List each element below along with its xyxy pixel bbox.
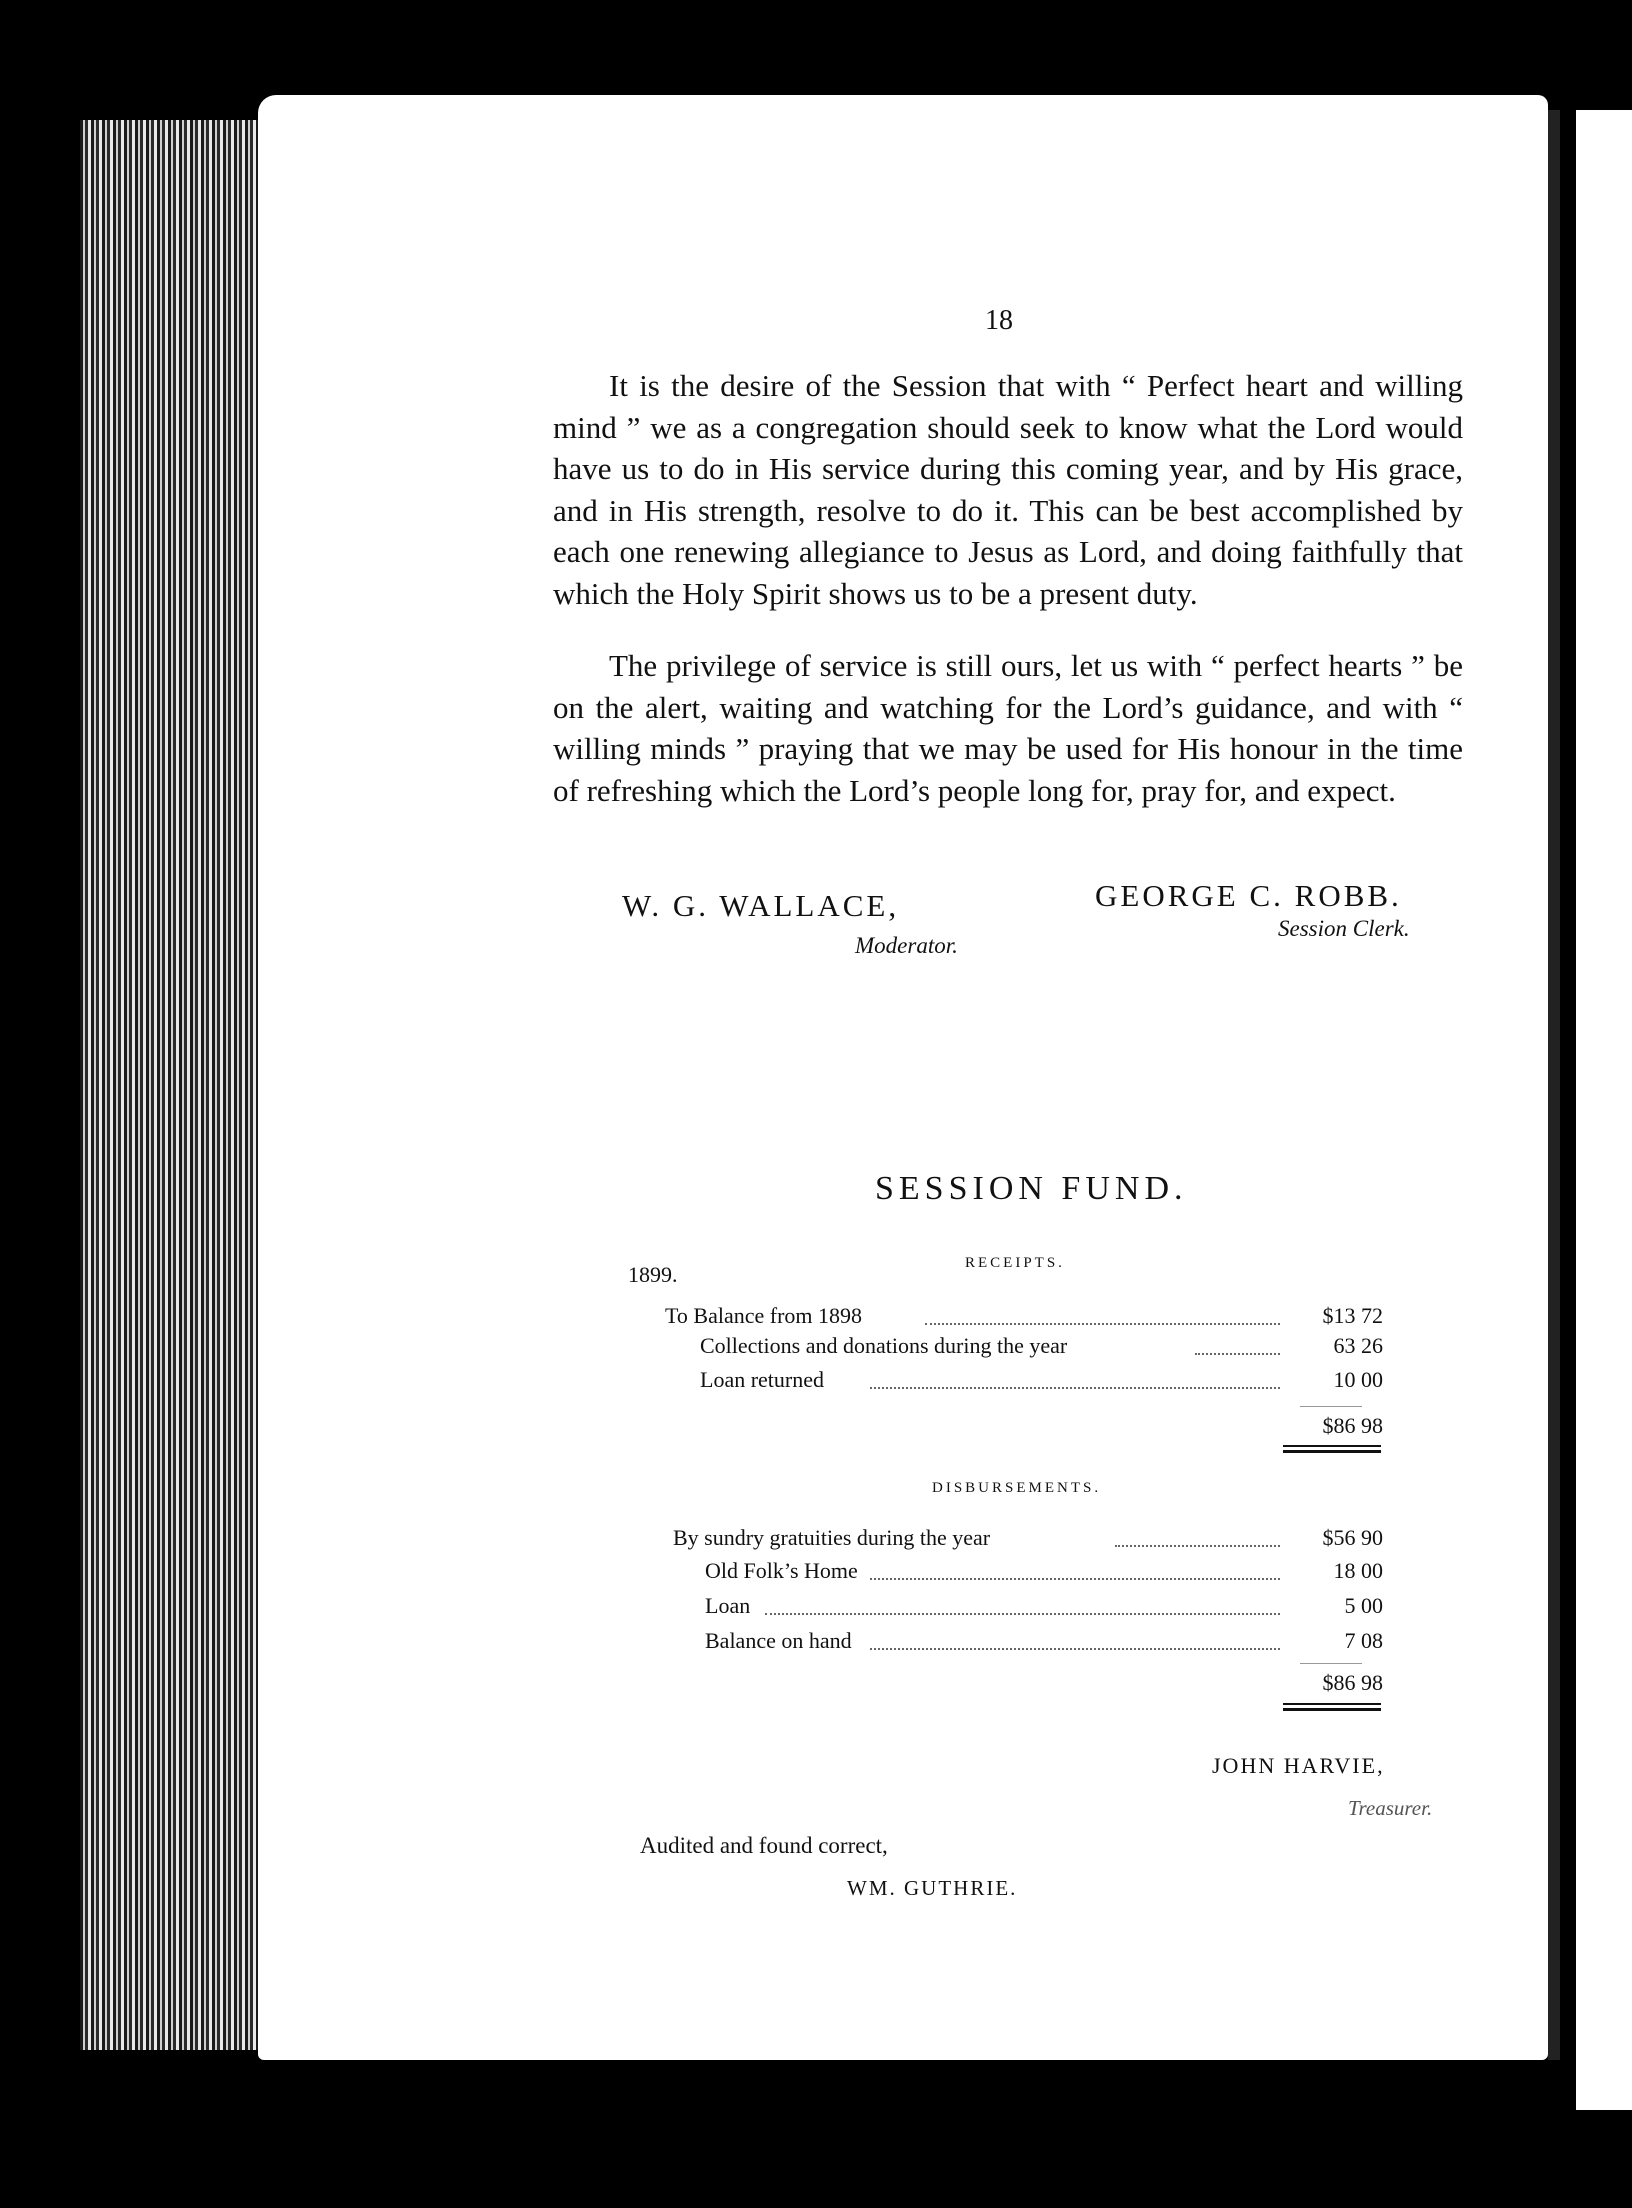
dot-leader [925,1323,1280,1325]
double-rule-bottom [1283,1708,1381,1711]
disbursement-amount: $56 90 [1322,1525,1383,1550]
moderator-title: Moderator. [855,933,958,958]
receipts-heading: RECEIPTS. [965,1255,1065,1271]
moderator-name: W. G. WALLACE, [622,888,900,923]
receipt-row [0,1333,1400,1363]
gutter-shadow [1548,110,1560,2060]
receipt-amount: 63 26 [1333,1333,1383,1358]
treasurer-title: Treasurer. [1348,1796,1433,1820]
treasurer-name: JOHN HARVIE, [1212,1753,1385,1778]
dot-leader [765,1613,1280,1615]
receipt-label: Collections and donations during the year [700,1333,1068,1358]
facing-page-edge [1576,110,1632,2110]
disbursement-label: Loan [705,1593,751,1618]
receipts-total: $86 98 [1322,1413,1383,1438]
disbursement-amount: 5 00 [1344,1593,1383,1618]
dot-leader [870,1578,1280,1580]
page-number: 18 [985,305,1013,336]
disbursement-label: Old Folk’s Home [705,1558,858,1583]
disbursement-amount: 7 08 [1344,1628,1383,1653]
dot-leader [1195,1353,1280,1355]
disbursement-row [0,1525,1400,1555]
dot-leader [870,1648,1280,1650]
dot-leader [1115,1545,1280,1547]
receipt-label: Loan returned [700,1367,824,1392]
receipt-amount: $13 72 [1322,1303,1383,1328]
disbursement-amount: 18 00 [1333,1558,1383,1583]
fund-year: 1899. [628,1262,678,1287]
paragraph-2: The privilege of service is still ours, let us with “ perfect hearts ” be on the alert, waiting and watching for the Lord’s guidance, and with “ willing minds ” praying that we may be used for His honour in the time of refreshing which the Lord’s people long for, pray for, and expect. [553,648,1463,808]
disbursement-label: By sundry gratuities during the year [673,1525,991,1550]
receipt-label: To Balance from 1898 [665,1303,863,1328]
fund-title: SESSION FUND. [875,1170,1188,1207]
disbursement-row [0,1628,1400,1658]
receipt-row [0,1367,1400,1397]
dot-leader [870,1387,1280,1389]
sum-rule [1300,1406,1362,1407]
audit-statement: Audited and found correct, [640,1833,888,1858]
page-edges [80,120,270,2050]
sum-rule [1300,1663,1362,1664]
disbursement-row [0,1558,1400,1588]
session-clerk-title: Session Clerk. [1278,916,1410,941]
disbursement-label: Balance on hand [705,1628,852,1653]
auditor-name: WM. GUTHRIE. [847,1876,1018,1900]
double-rule-top [1283,1703,1381,1705]
session-clerk-name: GEORGE C. ROBB. [1095,878,1402,913]
disbursement-row [0,1593,1400,1623]
disbursements-heading: DISBURSEMENTS. [932,1480,1102,1496]
double-rule-bottom [1283,1450,1381,1453]
paragraph-1: It is the desire of the Session that with “ Perfect heart and willing mind ” we as a congregation should seek to know what the Lord would have us to do in His service during this coming year, and by His grace, and in His strength, resolve to do it. This can be best accomplished by each one renewing allegiance to Jesus as Lord, and doing faithfully that which the Holy Spirit shows us to be a present duty. [553,368,1463,611]
double-rule-top [1283,1445,1381,1447]
disbursements-total: $86 98 [1322,1670,1383,1695]
receipt-row [0,1303,1400,1333]
receipt-amount: 10 00 [1333,1367,1383,1392]
